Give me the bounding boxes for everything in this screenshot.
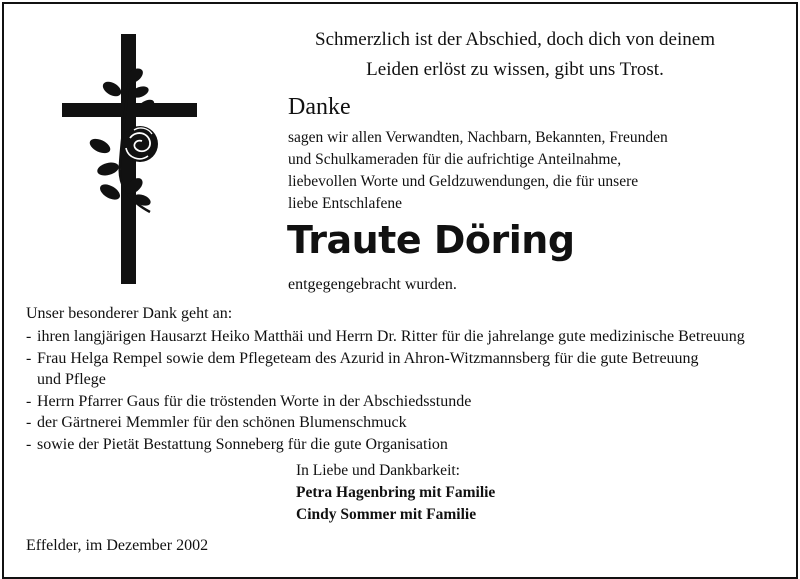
thanks-item-text: der Gärtnerei Memmler für den schönen Blumenschmuck xyxy=(37,414,407,431)
list-item xyxy=(26,326,745,348)
thanks-item-text: Herrn Pfarrer Gaus für die tröstenden Worte in der Abschiedsstunde xyxy=(37,392,472,410)
closing-text: In Liebe und Dankbarkeit: xyxy=(296,462,460,479)
list-item xyxy=(26,391,745,413)
motto-line-2: Leiden erlöst zu wissen, gibt uns Trost. xyxy=(366,59,664,80)
intro-line: liebevollen Worte und Geldzuwendungen, die für unsere xyxy=(288,173,639,190)
list-item xyxy=(26,434,745,456)
danke-heading: Danke xyxy=(288,94,351,120)
signatory: Petra Hagenbring mit Familie xyxy=(296,484,496,501)
place-date: Effelder, im Dezember 2002 xyxy=(26,537,209,554)
intro-line: liebe Entschlafene xyxy=(288,195,403,212)
list-item xyxy=(26,348,745,391)
thanks-item-continuation: und Pflege xyxy=(37,371,106,388)
special-thanks-heading: Unser besonderer Dank geht an: xyxy=(26,305,233,322)
deceased-name: Traute Döring xyxy=(287,218,575,262)
signatory: Cindy Sommer mit Familie xyxy=(296,506,477,523)
intro-line: sagen wir allen Verwandten, Nachbarn, Bekannten, Freunden xyxy=(288,129,668,146)
cross-with-rose-icon xyxy=(60,34,200,286)
after-name-text: entgegengebracht wurden. xyxy=(288,276,457,293)
list-item xyxy=(26,412,745,434)
intro-text xyxy=(288,127,668,215)
motto-line-1: Schmerzlich ist der Abschied, doch dich von deinem xyxy=(315,29,715,50)
dash-bullet: - xyxy=(26,392,32,410)
intro-line: und Schulkameraden für die aufrichtige Anteilnahme, xyxy=(288,151,622,168)
dash-bullet: - xyxy=(26,328,32,345)
thanks-list xyxy=(26,326,745,455)
thanks-item-text: sowie der Pietät Bestattung Sonneberg für die gute Organisation xyxy=(37,435,448,453)
dash-bullet: - xyxy=(26,349,32,367)
dash-bullet: - xyxy=(26,414,32,431)
thanks-item-text: Frau Helga Rempel sowie dem Pflegeteam des Azurid in Ahron-Witzmannsberg für die gute Betreuung xyxy=(37,349,699,367)
dash-bullet: - xyxy=(26,435,32,453)
thanks-item-text: ihren langjärigen Hausarzt Heiko Matthäi und Herrn Dr. Ritter für die jahrelange gute medizinische Betreuung xyxy=(37,328,745,345)
